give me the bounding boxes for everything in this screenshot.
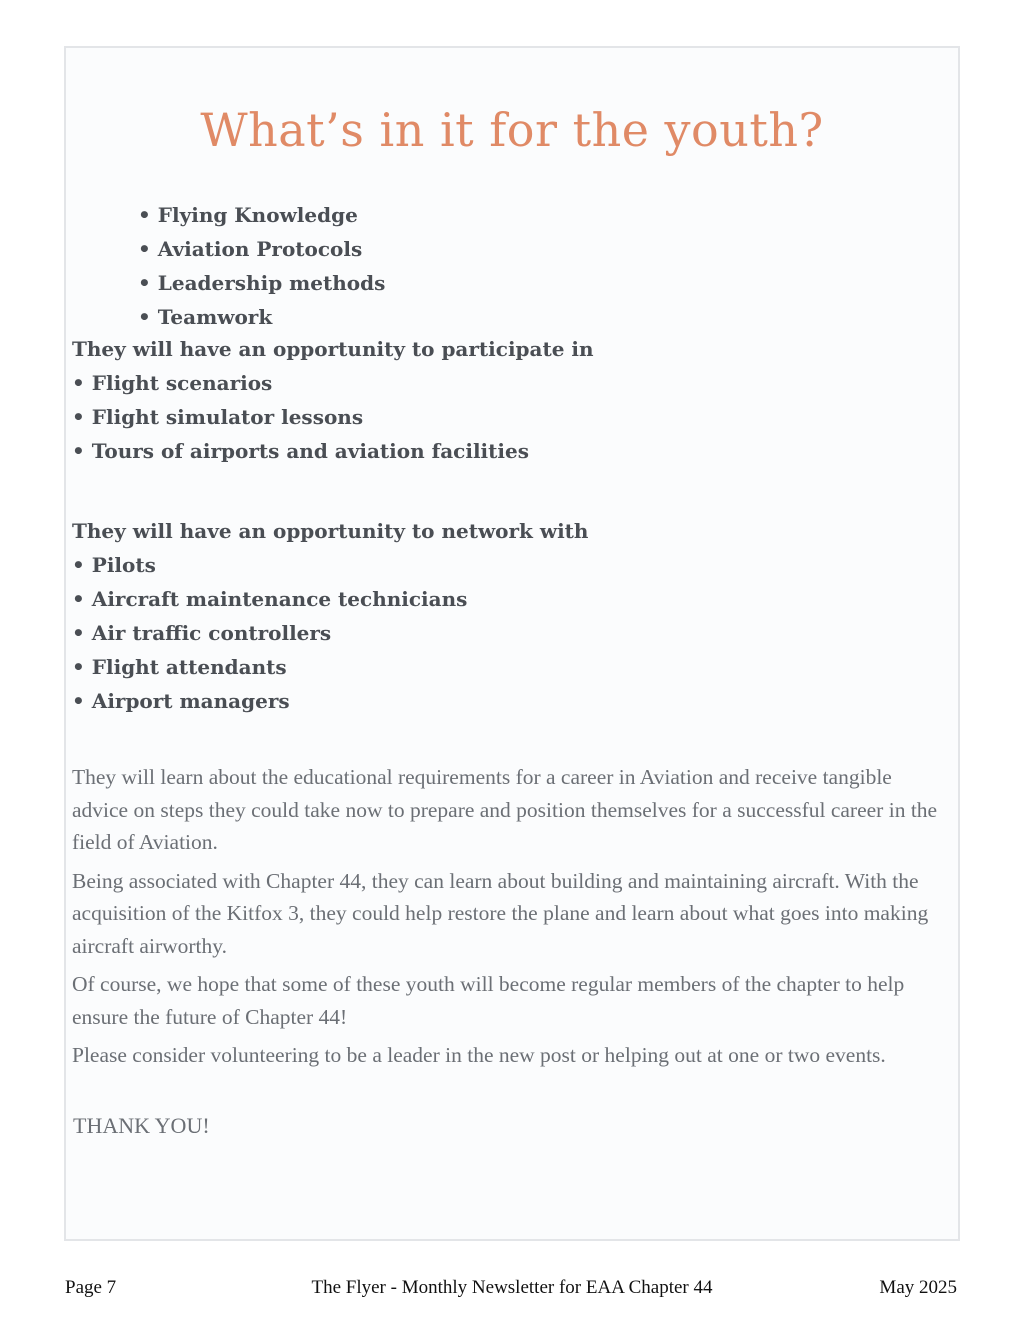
bullet-icon: • [138,305,151,329]
footer-publication: The Flyer - Monthly Newsletter for EAA Chapter 44 [311,1277,713,1298]
list-item [138,300,385,334]
paragraph-education: They will learn about the educational requirements for a career in Aviation and receive tangible advice on steps they could take now to prepare and position themselves for a successful career in the field of Aviation. [72,765,938,854]
paragraph-volunteer: Please consider volunteering to be a leader in the new post or helping out at one or two events. [72,1043,886,1067]
list-item [138,198,385,232]
body-paragraphs [72,761,952,1078]
list-item-label: Air traffic controllers [91,621,332,645]
bullet-icon: • [72,405,85,429]
list-item-label: Teamwork [157,305,273,329]
participate-section [72,332,594,468]
paragraph-membership: Of course, we hope that some of these youth will become regular members of the chapter to help ensure the future of Chapter 44! [72,972,905,1029]
list-item [138,232,385,266]
footer-page-number: Page 7 [65,1277,117,1298]
page-title: What’s in it for the youth? [200,103,824,157]
list-item-label: Pilots [91,553,156,577]
list-item-label: Flight simulator lessons [91,405,364,429]
list-item [72,582,588,616]
bullet-icon: • [72,553,85,577]
list-item [72,400,594,434]
network-section [72,514,588,718]
list-item [72,616,588,650]
list-item-label: Leadership methods [157,271,386,295]
list-item [72,366,594,400]
bullet-icon: • [72,689,85,713]
list-item-label: Flight attendants [91,655,287,679]
bullet-icon: • [138,237,151,261]
list-item [72,434,594,468]
list-item-label: Flying Knowledge [157,203,358,227]
closing-text: THANK YOU! [73,1113,210,1138]
list-item-label: Flight scenarios [91,371,273,395]
section-heading: They will have an opportunity to participate in [72,337,594,361]
list-item [72,548,588,582]
bullet-icon: • [72,655,85,679]
paragraph-chapter: Being associated with Chapter 44, they can learn about building and maintaining aircraft. With the acquisition of the Kitfox 3, they could help restore the plane and learn about what goes into making aircraft airworthy. [72,868,929,958]
bullet-icon: • [138,271,151,295]
bullet-icon: • [72,587,85,611]
bullet-icon: • [138,203,151,227]
benefits-list [138,198,385,334]
bullet-icon: • [72,621,85,645]
list-item-label: Aircraft maintenance technicians [91,587,468,611]
list-item-label: Airport managers [91,689,290,713]
section-heading: They will have an opportunity to network with [72,519,589,543]
list-item-label: Tours of airports and aviation facilities [91,439,529,463]
list-item [72,684,588,718]
list-item [138,266,385,300]
footer-date: May 2025 [879,1277,957,1298]
bullet-icon: • [72,439,85,463]
list-item [72,650,588,684]
list-item-label: Aviation Protocols [157,237,363,261]
bullet-icon: • [72,371,85,395]
